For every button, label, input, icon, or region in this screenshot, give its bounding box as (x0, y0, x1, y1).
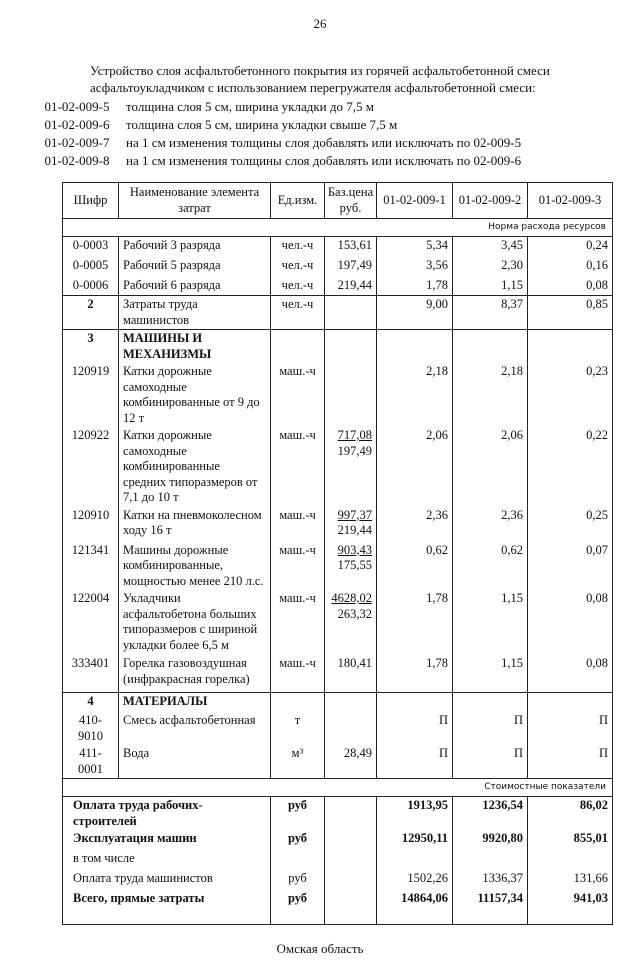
row-value-2: 1,15 (453, 277, 528, 296)
row-code: 0-0006 (63, 277, 119, 296)
row-name: Затраты труда машинистов (119, 296, 271, 330)
table-row (63, 427, 613, 507)
cost-row (63, 870, 613, 890)
price-secondary: 175,55 (337, 558, 372, 572)
section-norms: Норма расхода ресурсов (63, 219, 613, 237)
row-value-2: 2,36 (453, 507, 528, 542)
code-line (28, 116, 620, 134)
code: 01-02-009-8 (44, 153, 110, 168)
row-value-3: 0,24 (528, 237, 613, 257)
row-value-2 (453, 330, 528, 364)
table-row (63, 692, 613, 712)
row-value-3: 0,25 (528, 507, 613, 542)
row-value-2: П (453, 712, 528, 745)
row-name: Рабочий 3 разряда (119, 237, 271, 257)
cost-row (63, 890, 613, 924)
row-price (325, 745, 377, 779)
row-name: Катки на пневмоколесном ходу 16 т (119, 507, 271, 542)
footer-region: Омская область (276, 940, 364, 956)
row-value-3: 0,22 (528, 427, 613, 507)
row-name: Смесь асфальтобетонная (119, 712, 271, 745)
row-value-3: П (528, 712, 613, 745)
row-value-1: 9,00 (377, 296, 453, 330)
cost-value-1 (377, 850, 453, 870)
table-row (63, 296, 613, 330)
row-value-3: 0,16 (528, 257, 613, 277)
row-value-1: П (377, 712, 453, 745)
row-value-2: 2,06 (453, 427, 528, 507)
row-code: 122004 (63, 590, 119, 655)
price-value: 28,49 (343, 746, 372, 760)
row-unit: чел.-ч (271, 277, 325, 296)
row-unit: чел.-ч (271, 257, 325, 277)
header-row (63, 183, 613, 219)
price-value: 4628,02 (331, 591, 372, 605)
cost-empty (325, 890, 377, 924)
row-price (325, 692, 377, 712)
row-value-1: 1,78 (377, 590, 453, 655)
cost-empty (325, 870, 377, 890)
row-code: 120910 (63, 507, 119, 542)
row-value-2: 2,18 (453, 363, 528, 427)
row-price (325, 712, 377, 745)
intro-title-line-1: Устройство слоя асфальтобетонного покрытия из горячей асфальтобетонной смеси (90, 63, 550, 78)
row-code: 120919 (63, 363, 119, 427)
row-value-1: 2,18 (377, 363, 453, 427)
row-value-2 (453, 692, 528, 712)
cost-empty (325, 797, 377, 831)
row-value-2: 3,45 (453, 237, 528, 257)
row-value-2: 0,62 (453, 542, 528, 591)
row-name: Рабочий 5 разряда (119, 257, 271, 277)
table-row (63, 257, 613, 277)
row-name: Машины дорожные комбинированные, мощностью менее 210 л.с. (119, 542, 271, 591)
cost-unit: руб (271, 870, 325, 890)
row-value-2: 8,37 (453, 296, 528, 330)
row-value-3: П (528, 745, 613, 779)
cost-name: Оплата труда машинистов (63, 870, 271, 890)
row-name: Катки дорожные самоходные комбинированные средних типоразмеров от 7,1 до 10 т (119, 427, 271, 507)
cost-value-1: 1913,95 (377, 797, 453, 831)
row-unit: маш.-ч (271, 507, 325, 542)
table-row (63, 542, 613, 591)
row-price (325, 427, 377, 507)
cost-value-2: 11157,34 (453, 890, 528, 924)
row-price (325, 237, 377, 257)
row-value-1: 0,62 (377, 542, 453, 591)
row-value-2: 1,15 (453, 590, 528, 655)
row-value-1: 5,34 (377, 237, 453, 257)
code: 01-02-009-7 (44, 135, 110, 150)
row-unit (271, 692, 325, 712)
row-code: 120922 (63, 427, 119, 507)
row-name: Вода (119, 745, 271, 779)
column-header: Шифр (63, 183, 119, 219)
row-value-3 (528, 330, 613, 364)
row-value-1 (377, 692, 453, 712)
row-value-3: 0,07 (528, 542, 613, 591)
cost-value-3: 855,01 (528, 830, 613, 850)
code-description: толщина слоя 5 см, ширина укладки свыше 7,5 м (126, 117, 398, 132)
row-code: 333401 (63, 655, 119, 692)
row-value-3 (528, 692, 613, 712)
row-price (325, 655, 377, 692)
cost-value-3: 941,03 (528, 890, 613, 924)
row-price (325, 296, 377, 330)
code-description: на 1 см изменения толщины слоя добавлять или исключать по 02-009-5 (126, 135, 522, 150)
row-price (325, 277, 377, 296)
cost-value-1: 14864,06 (377, 890, 453, 924)
column-header: 01-02-009-2 (453, 183, 528, 219)
row-unit: маш.-ч (271, 542, 325, 591)
row-name: МАТЕРИАЛЫ (119, 692, 271, 712)
cost-value-1: 1502,26 (377, 870, 453, 890)
cost-value-1: 12950,11 (377, 830, 453, 850)
row-name: МАШИНЫ И МЕХАНИЗМЫ (119, 330, 271, 364)
row-value-3: 0,85 (528, 296, 613, 330)
code-line (28, 134, 620, 152)
cost-name: Всего, прямые затраты (63, 890, 271, 924)
row-code: 121341 (63, 542, 119, 591)
row-code: 4 (63, 692, 119, 712)
row-value-1: 1,78 (377, 277, 453, 296)
cost-value-2 (453, 850, 528, 870)
code-line (28, 98, 620, 116)
row-name: Укладчики асфальтобетона больших типоразмеров с шириной укладки более 6,5 м (119, 590, 271, 655)
resource-table (62, 182, 613, 925)
cost-row (63, 797, 613, 831)
row-value-1: 2,36 (377, 507, 453, 542)
section-costs: Стоимостные показатели (63, 779, 613, 797)
row-value-3: 0,08 (528, 655, 613, 692)
table-row (63, 237, 613, 257)
price-value: 997,37 (337, 507, 372, 522)
row-value-2: 1,15 (453, 655, 528, 692)
column-header: Наименование элемента затрат (119, 183, 271, 219)
row-unit (271, 330, 325, 364)
row-price (325, 507, 377, 542)
price-secondary: 219,44 (337, 523, 372, 537)
cost-empty (325, 850, 377, 870)
row-unit: м³ (271, 745, 325, 779)
cost-unit: руб (271, 797, 325, 831)
row-unit: маш.-ч (271, 427, 325, 507)
row-name: Катки дорожные самоходные комбинированные от 9 до 12 т (119, 363, 271, 427)
cost-value-3 (528, 850, 613, 870)
row-unit: маш.-ч (271, 363, 325, 427)
table-row (63, 655, 613, 692)
cost-row (63, 830, 613, 850)
row-value-1: 1,78 (377, 655, 453, 692)
code: 01-02-009-5 (44, 99, 110, 114)
cost-name: Эксплуатация машин (63, 830, 271, 850)
cost-unit: руб (271, 830, 325, 850)
row-value-2: 2,30 (453, 257, 528, 277)
price-value: 180,41 (337, 656, 372, 670)
table-row (63, 363, 613, 427)
cost-value-2: 1336,37 (453, 870, 528, 890)
table-row (63, 507, 613, 542)
table-row (63, 590, 613, 655)
code-description: на 1 см изменения толщины слоя добавлять или исключать по 02-009-6 (126, 153, 522, 168)
price-secondary: 263,32 (337, 606, 372, 621)
row-code: 0-0003 (63, 237, 119, 257)
code-line (28, 152, 620, 170)
intro-title-line-2: асфальтоукладчиком с использованием перегружателя асфальтобетонной смеси: (90, 80, 536, 95)
column-header: 01-02-009-1 (377, 183, 453, 219)
price-value: 717,08 (337, 428, 372, 442)
cost-row (63, 850, 613, 870)
code: 01-02-009-6 (44, 117, 110, 132)
price-secondary: 197,49 (337, 443, 372, 458)
column-header: Ед.изм. (271, 183, 325, 219)
code-list (28, 98, 620, 170)
table-row (63, 277, 613, 296)
cost-value-3: 86,02 (528, 797, 613, 831)
cost-value-2: 1236,54 (453, 797, 528, 831)
row-unit: чел.-ч (271, 237, 325, 257)
price-value: 153,61 (337, 238, 372, 252)
row-code: 410-9010 (63, 712, 119, 745)
row-price (325, 330, 377, 364)
row-code: 3 (63, 330, 119, 364)
code-description: толщина слоя 5 см, ширина укладки до 7,5 м (126, 99, 374, 114)
price-value: 903,43 (337, 542, 372, 557)
price-value: 219,44 (337, 277, 372, 292)
table-row (63, 745, 613, 779)
column-header: 01-02-009-3 (528, 183, 613, 219)
row-code: 0-0005 (63, 257, 119, 277)
row-value-1: 2,06 (377, 427, 453, 507)
row-unit: т (271, 712, 325, 745)
row-value-3: 0,08 (528, 277, 613, 296)
row-value-3: 0,08 (528, 590, 613, 655)
row-value-2: П (453, 745, 528, 779)
row-value-1 (377, 330, 453, 364)
row-price (325, 590, 377, 655)
price-value: 197,49 (337, 257, 372, 272)
row-code: 2 (63, 296, 119, 330)
row-value-3: 0,23 (528, 363, 613, 427)
cost-empty (325, 830, 377, 850)
row-price (325, 542, 377, 591)
row-value-1: П (377, 745, 453, 779)
row-price (325, 363, 377, 427)
row-code: 411-0001 (63, 745, 119, 779)
cost-name: в том числе (63, 850, 271, 870)
cost-name: Оплата труда рабочих-строителей (63, 797, 271, 831)
cost-unit: руб (271, 890, 325, 924)
row-unit: маш.-ч (271, 590, 325, 655)
table-row (63, 330, 613, 364)
page-number: 26 (313, 16, 327, 31)
cost-value-2: 9920,80 (453, 830, 528, 850)
row-value-1: 3,56 (377, 257, 453, 277)
row-unit: чел.-ч (271, 296, 325, 330)
cost-value-3: 131,66 (528, 870, 613, 890)
cost-unit (271, 850, 325, 870)
column-header: Баз.цена руб. (325, 183, 377, 219)
intro-block (44, 62, 620, 170)
row-name: Рабочий 6 разряда (119, 277, 271, 296)
row-price (325, 257, 377, 277)
row-name: Горелка газовоздушная (инфракрасная горелка) (119, 655, 271, 692)
table-row (63, 712, 613, 745)
row-unit: маш.-ч (271, 655, 325, 692)
